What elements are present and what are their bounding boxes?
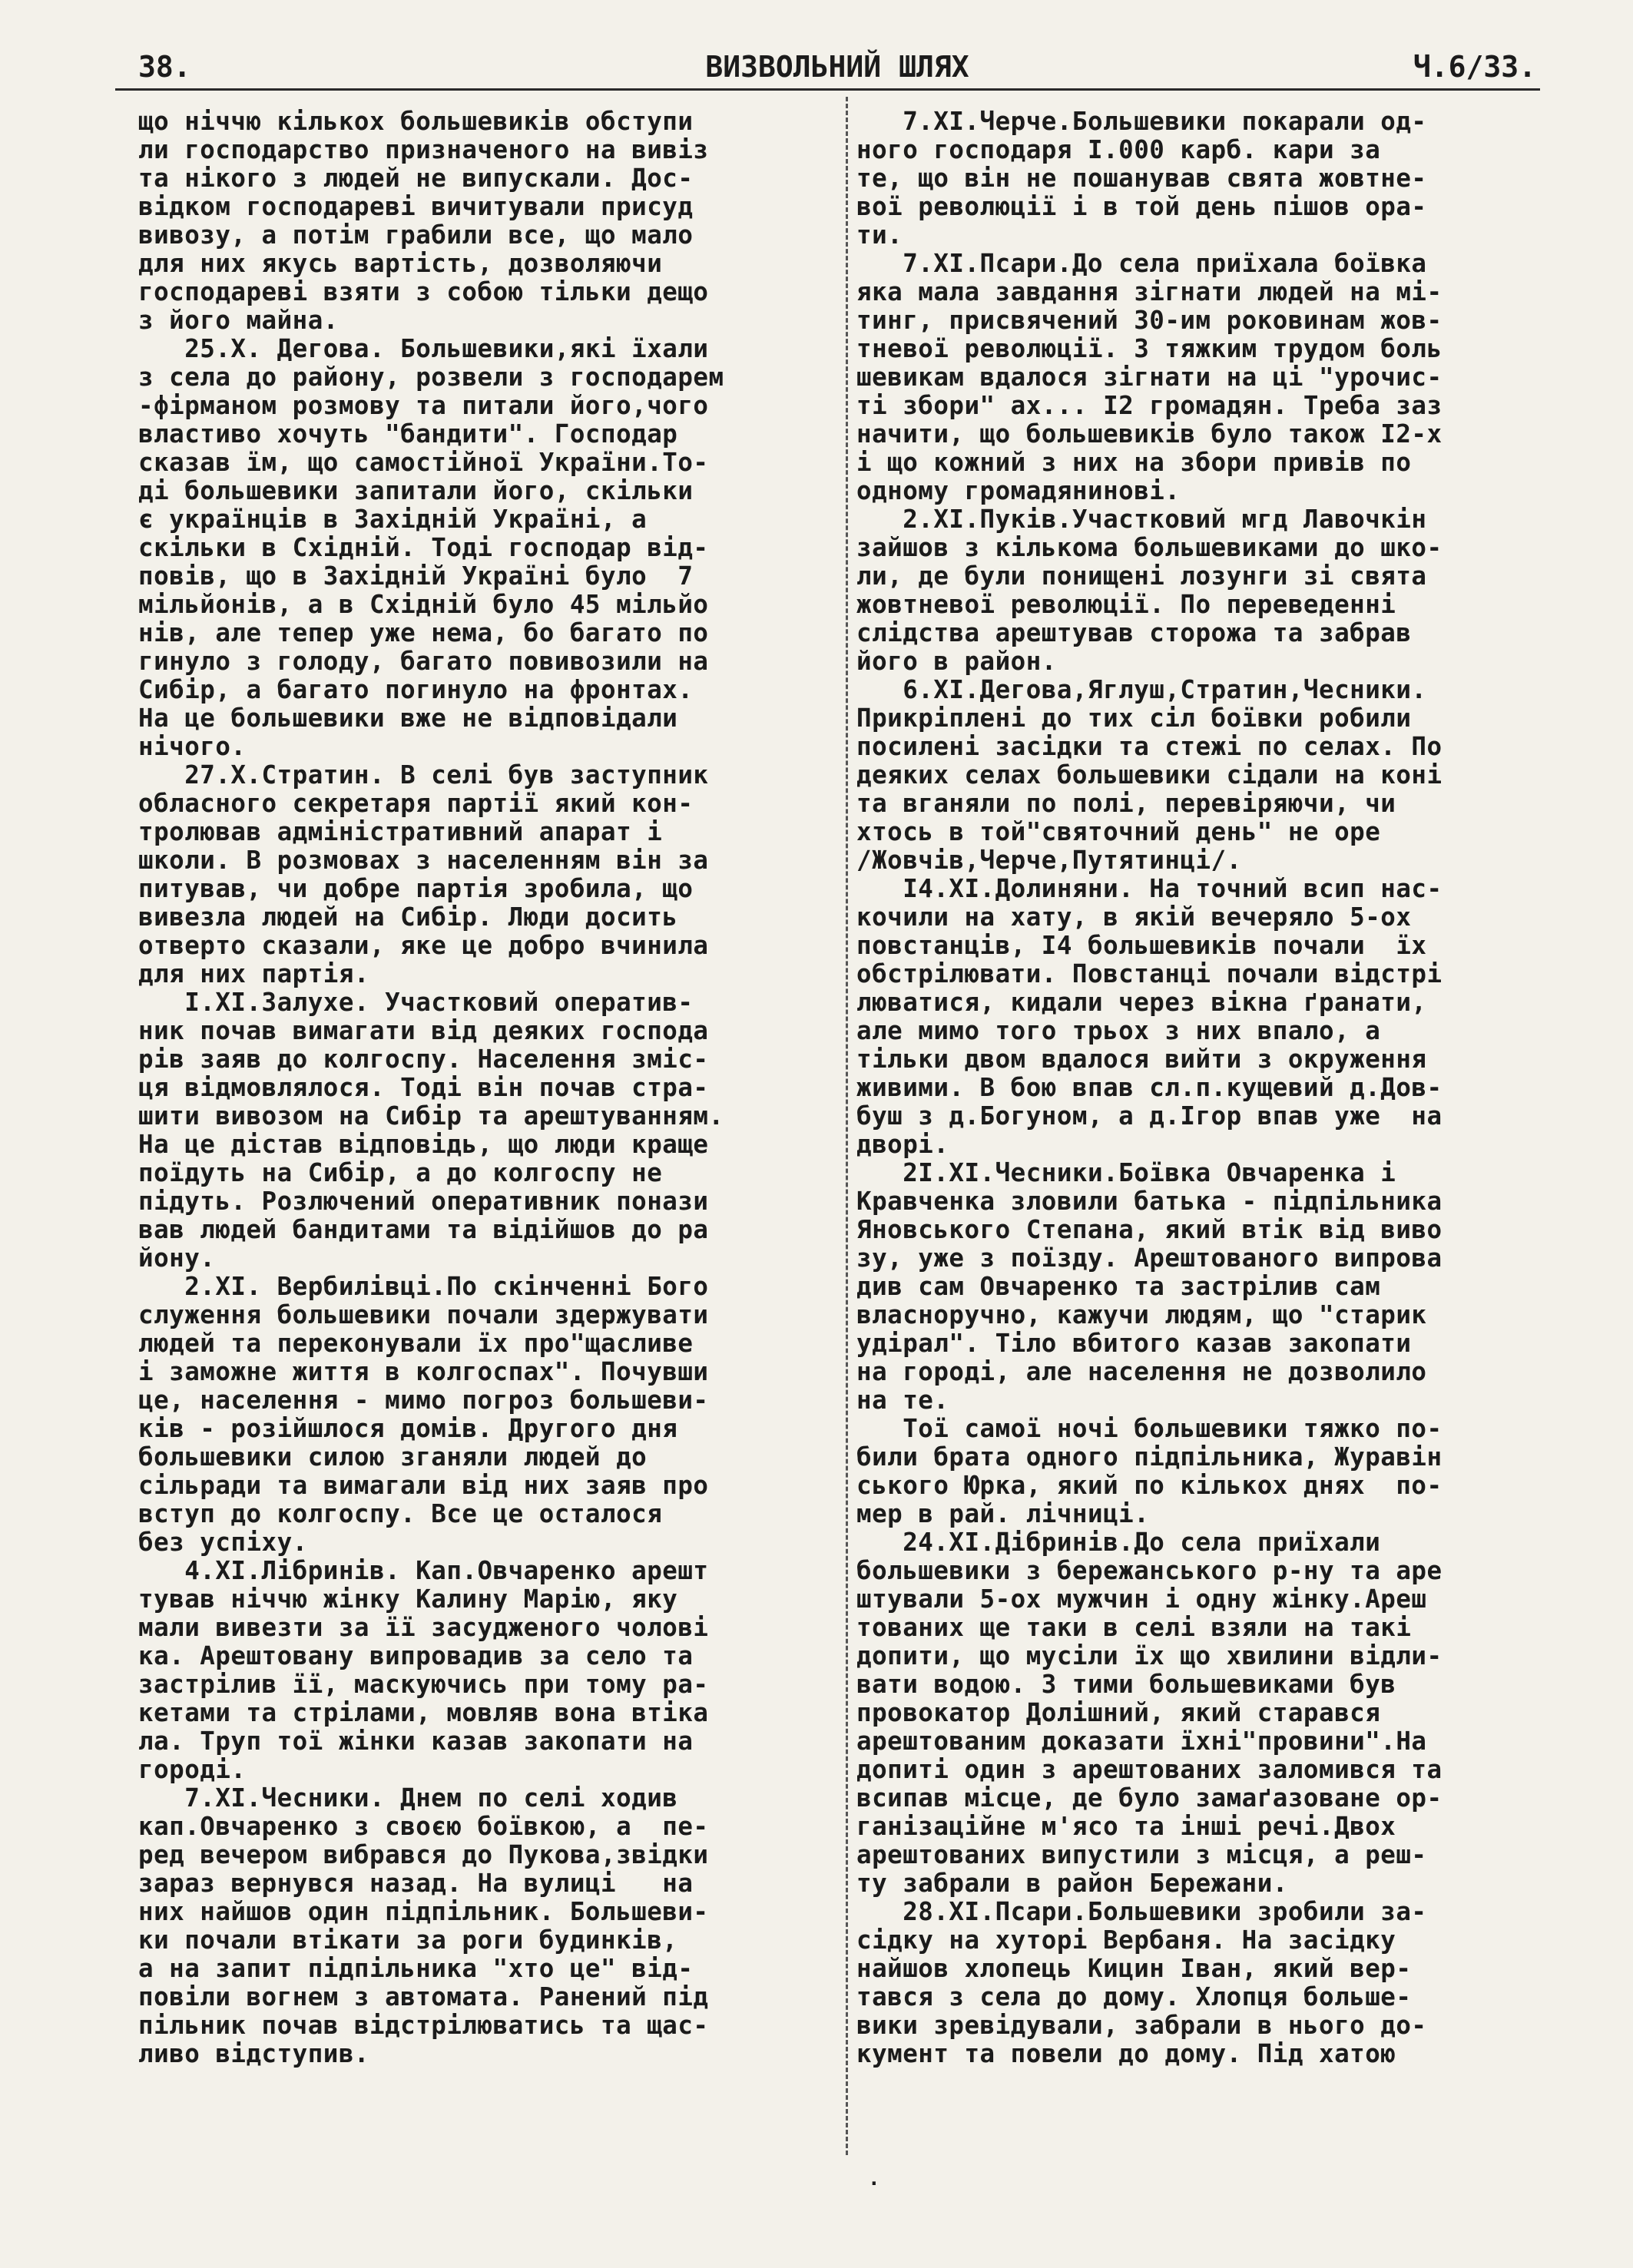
text-line: ту забрали в район Бережани. — [856, 1869, 1288, 1898]
text-line: 7.XI.Чесники. Днем по селі ходив — [138, 1784, 678, 1813]
text-line: арештованим доказати їхні"провини".На — [856, 1727, 1427, 1756]
text-line: тролював адміністративний апарат і — [138, 818, 663, 846]
text-line: ганізаційне м'ясо та інші речі.Двох — [856, 1813, 1396, 1841]
text-line: провокатор Долішний, який старався — [856, 1699, 1381, 1727]
text-line: ла. Труп тої жінки казав закопати на — [138, 1727, 694, 1756]
text-line: посилені засідки та стежі по селах. По — [856, 733, 1443, 761]
text-line: що ніччю кількох большевиків обступи — [138, 108, 694, 136]
text-line: ків - розійшлося домів. Другого дня — [138, 1415, 678, 1443]
text-line: є українців в Західній Україні, а — [138, 505, 648, 534]
text-line: повів, що в Західній Україні було 7 — [138, 562, 694, 591]
text-line: кочили на хату, в якій вечеряло 5-ох — [856, 903, 1412, 932]
text-line: зайшов з кількома большевиками до шко- — [856, 534, 1443, 562]
text-line: большевики силою зганяли людей до — [138, 1443, 648, 1472]
text-line: поїдуть на Сибір, а до колгоспу не — [138, 1159, 663, 1187]
text-line: Сибір, а багато погинуло на фронтах. — [138, 676, 694, 704]
text-line: ті збори" ах... I2 громадян. Треба заз — [856, 392, 1443, 420]
text-line: кетами та стрілами, мовляв вона втіка — [138, 1699, 709, 1727]
text-line: 27.X.Стратин. В селі був заступник — [138, 761, 709, 790]
text-line: 7.XI.Псари.До села приїхала боївка — [856, 250, 1427, 278]
text-line: ли господарство призначеного на вивіз — [138, 136, 709, 164]
text-line: били брата одного підпільника, Журавін — [856, 1443, 1443, 1472]
text-line: і що кожний з них на збори привів по — [856, 449, 1412, 477]
left-column — [138, 108, 830, 2068]
text-line: і заможне життя в колгоспах". Почувши — [138, 1358, 709, 1386]
text-line: нів, але тепер уже нема, бо багато по — [138, 619, 709, 647]
text-line: тованих ще таки в селі взяли на такі — [856, 1614, 1412, 1642]
text-line: школи. В розмовах з населенням він за — [138, 846, 709, 875]
text-line: I4.XI.Долиняни. На точний всип нас- — [856, 875, 1443, 903]
text-line: те, що він не пошанував свята жовтне- — [856, 164, 1427, 193]
text-line: кап.Овчаренко з своєю боївкою, а пе- — [138, 1813, 709, 1841]
text-line: але мимо того трьох з них впало, а — [856, 1017, 1381, 1045]
text-line: ти. — [856, 221, 903, 250]
text-line: городі. — [138, 1756, 247, 1784]
text-line: вивозу, а потім грабили все, що мало — [138, 221, 694, 250]
text-line: -фірманом розмову та питали його,чого — [138, 392, 709, 420]
text-line: пільник почав відстрілюватись та щас- — [138, 2011, 709, 2040]
text-line: кумент та повели до дому. Під хатою — [856, 2040, 1396, 2068]
text-line: хтось в той"святочний день" не оре — [856, 818, 1381, 846]
text-line: та вганяли по полі, перевіряючи, чи — [856, 790, 1396, 818]
text-line: відком господареві вичитували присуд — [138, 193, 694, 221]
text-line: Тої самої ночі большевики тяжко по- — [856, 1415, 1443, 1443]
text-line: сказав їм, що самостійної України.То- — [138, 449, 709, 477]
text-line: застрілив її, маскуючись при тому ра- — [138, 1670, 709, 1699]
page-mark: . — [868, 2167, 880, 2190]
text-line: сідку на хуторі Вербаня. На засідку — [856, 1926, 1396, 1955]
text-line: тував ніччю жінку Калину Марію, яку — [138, 1585, 678, 1614]
text-line: обстрілювати. Повстанці почали відстрі — [856, 960, 1443, 988]
text-line: вики зревідували, забрали в нього до- — [856, 2011, 1427, 2040]
text-line: них найшов один підпільник. Большеви- — [138, 1898, 709, 1926]
text-line: 2.XI.Пуків.Участковий мгд Лавочкін — [856, 505, 1427, 534]
text-line: без успіху. — [138, 1528, 308, 1557]
text-line: тинг, присвячений 30-им роковинам жов- — [856, 306, 1443, 335]
text-line: допиті один з арештованих заломився та — [856, 1756, 1443, 1784]
text-line: властиво хочуть "бандити". Господар — [138, 420, 678, 449]
text-line: рів заяв до колгоспу. Населення зміс- — [138, 1045, 709, 1074]
page-header — [138, 48, 1536, 86]
text-line: це, населення - мимо погроз большеви- — [138, 1386, 709, 1415]
text-line: зу, уже з поїзду. Арештованого випрова — [856, 1244, 1443, 1273]
text-line: ли, де були понищені лозунги зі свята — [856, 562, 1427, 591]
text-line: ник почав вимагати від деяких господа — [138, 1017, 709, 1045]
text-line: повстанців, I4 большевиків почали їх — [856, 932, 1427, 960]
text-line: а на запит підпільника "хто це" від- — [138, 1955, 694, 1983]
text-line: з села до району, розвели з господарем — [138, 363, 724, 392]
text-line: для них партія. — [138, 960, 369, 988]
text-line: На це большевики вже не відповідали — [138, 704, 678, 733]
text-line: большевики з бережанського р-ну та аре — [856, 1557, 1443, 1585]
text-line: всипав місце, де було замаґазоване ор- — [856, 1784, 1443, 1813]
text-line: шити вивозом на Сибір та арештуванням. — [138, 1102, 724, 1131]
text-line: 2.XI. Вербилівці.По скінченні Бого — [138, 1273, 709, 1301]
right-column — [856, 108, 1548, 2068]
text-line: тневої революції. З тяжким трудом боль — [856, 335, 1443, 363]
text-line: найшов хлопець Кицин Іван, який вер- — [856, 1955, 1412, 1983]
text-line: сільради та вимагали від них заяв про — [138, 1472, 709, 1500]
text-line: зараз вернувся назад. На вулиці на — [138, 1869, 694, 1898]
text-line: мали вивезти за її засудженого чолові — [138, 1614, 709, 1642]
text-line: тався з села до дому. Хлопця больше- — [856, 1983, 1412, 2011]
header-rule — [115, 88, 1540, 91]
text-line: удірал". Тіло вбитого казав закопати — [856, 1329, 1412, 1358]
text-line: вати водою. З тими большевиками був — [856, 1670, 1396, 1699]
text-line: ського Юрка, який по кількох днях по- — [856, 1472, 1443, 1500]
text-line: отверто сказали, яке це добро вчинила — [138, 932, 709, 960]
text-line: 4.XI.Лібринів. Кап.Овчаренко арешт — [138, 1557, 709, 1585]
text-line: та нікого з людей не випускали. Дос- — [138, 164, 694, 193]
text-line: арештованих випустили з місця, а реш- — [856, 1841, 1427, 1869]
text-line: скільки в Східній. Тоді господар від- — [138, 534, 709, 562]
text-line: штували 5-ох мужчин і одну жінку.Ареш — [856, 1585, 1427, 1614]
text-line: вивезла людей на Сибір. Люди досить — [138, 903, 678, 932]
text-line: дворі. — [856, 1131, 949, 1159]
text-line: На це дістав відповідь, що люди краще — [138, 1131, 709, 1159]
text-line: для них якусь вартість, дозволяючи — [138, 250, 663, 278]
text-line: мер в рай. лічниці. — [856, 1500, 1150, 1528]
text-line: тільки двом вдалося вийти з окруження — [856, 1045, 1427, 1074]
text-line: слідства арештував сторожа та забрав — [856, 619, 1412, 647]
text-line: /Жовчів,Черче,Путятинці/. — [856, 846, 1242, 875]
text-line: 28.XI.Псари.Большевики зробили за- — [856, 1898, 1427, 1926]
text-line: допити, що мусіли їх що хвилини відли- — [856, 1642, 1443, 1670]
text-line: шевикам вдалося зігнати на ці "урочис- — [856, 363, 1443, 392]
text-line: повіли вогнем з автомата. Ранений під — [138, 1983, 709, 2011]
text-line: підуть. Розлючений оперативник понази — [138, 1187, 709, 1216]
text-line: 25.X. Деговa. Большевики,які їхали — [138, 335, 709, 363]
text-line: 2I.XI.Чесники.Боївка Овчаренка і — [856, 1159, 1396, 1187]
text-line: мільйонів, а в Східній було 45 мільйо — [138, 591, 709, 619]
text-line: ця відмовлялося. Тоді він почав стра- — [138, 1074, 709, 1102]
text-line: яка мала завдання зігнати людей на мі- — [856, 278, 1443, 306]
text-line: 24.XI.Дібринів.До села приїхали — [856, 1528, 1381, 1557]
text-line: вав людей бандитами та відійшов до ра — [138, 1216, 709, 1244]
text-line: ливо відступив. — [138, 2040, 369, 2068]
text-line: Прикріплені до тих сіл боївки робили — [856, 704, 1412, 733]
text-line: ки почали втікати за роги будинків, — [138, 1926, 678, 1955]
text-line: див сам Овчаренко та застрілив сам — [856, 1273, 1381, 1301]
publication-title: ВИЗВОЛЬНИЙ ШЛЯХ — [705, 50, 969, 84]
text-line: ред вечером вибрався до Пукова,звідки — [138, 1841, 709, 1869]
text-line: 7.XI.Черче.Большевики покарали од- — [856, 108, 1427, 136]
text-line: Яновського Степана, який втік від виво — [856, 1216, 1443, 1244]
text-line: люватися, кидали через вікна ґранати, — [856, 988, 1427, 1017]
column-divider — [846, 97, 848, 2155]
issue-number: Ч.6/33. — [1413, 50, 1536, 84]
text-line: обласного секретаря партії який кон- — [138, 790, 694, 818]
text-line: ка. Арештовану випровадив за село та — [138, 1642, 694, 1670]
text-line: питував, чи добре партія зробила, що — [138, 875, 694, 903]
text-line: живими. В бою впав сл.п.кущевий д.Дов- — [856, 1074, 1443, 1102]
text-line: ді большевики запитали його, скільки — [138, 477, 694, 505]
text-line: вступ до колгоспу. Все це осталося — [138, 1500, 663, 1528]
text-line: жовтневої революції. По переведенні — [856, 591, 1396, 619]
text-line: Кравченка зловили батька - підпільника — [856, 1187, 1443, 1216]
text-line: власноручно, кажучи людям, що "старик — [856, 1301, 1427, 1329]
text-line: буш з д.Богуном, а д.Ігор впав уже на — [856, 1102, 1443, 1131]
text-line: його в район. — [856, 647, 1057, 676]
text-line: на городі, але населення не дозволило — [856, 1358, 1427, 1386]
text-line: 6.XI.Деговa,Яглуш,Стратин,Чесники. — [856, 676, 1427, 704]
text-line: йону. — [138, 1244, 216, 1273]
text-line: начити, що большевиків було також I2-х — [856, 420, 1443, 449]
text-line: служення большевики почали здержувати — [138, 1301, 709, 1329]
text-line: нічого. — [138, 733, 247, 761]
page-number: 38. — [138, 50, 191, 84]
text-line: гинуло з голоду, багато повивозили на — [138, 647, 709, 676]
text-line: одному громадянинові. — [856, 477, 1181, 505]
text-line: господареві взяти з собою тільки дещо — [138, 278, 709, 306]
text-line: на те. — [856, 1386, 949, 1415]
text-line: ного господаря I.000 карб. кари за — [856, 136, 1381, 164]
text-line: деяких селах большевики сідали на коні — [856, 761, 1443, 790]
text-line: людей та переконували їх про"щасливе — [138, 1329, 694, 1358]
text-line: I.XI.Залухе. Участковий оператив- — [138, 988, 694, 1017]
text-line: з його майна. — [138, 306, 339, 335]
text-line: вої революції і в той день пішов ора- — [856, 193, 1427, 221]
